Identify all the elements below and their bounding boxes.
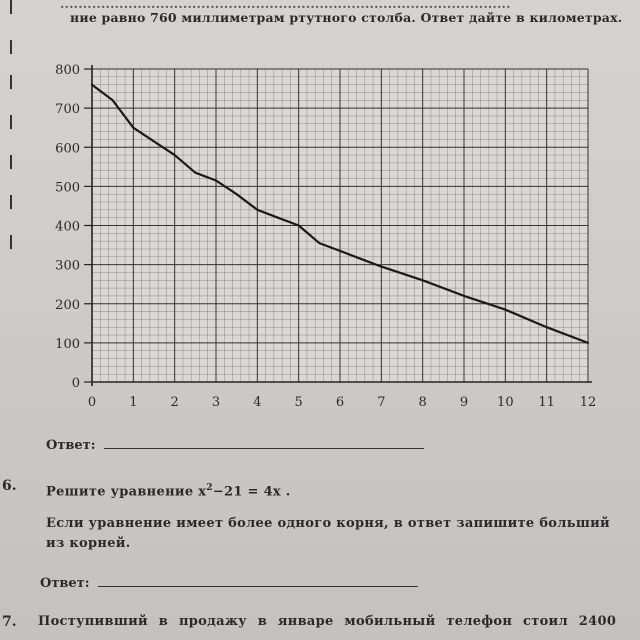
x-tick-label: 9 [459, 395, 469, 410]
answer-row-6 [40, 574, 418, 591]
x-tick-label: 12 [579, 395, 597, 410]
task-6-equation-rest: −21 = 4x . [212, 484, 291, 500]
task-6-prompt-text: Решите уравнение x [46, 484, 207, 500]
x-tick-label: 0 [87, 395, 97, 410]
x-tick-label: 6 [335, 395, 345, 410]
y-tick-label: 300 [55, 258, 80, 274]
y-tick-label: 700 [55, 102, 80, 118]
answer-field[interactable] [104, 436, 424, 449]
x-tick-label: 1 [129, 395, 138, 410]
answer-row-5 [46, 436, 424, 453]
y-tick-label: 600 [55, 141, 80, 157]
x-tick-label: 4 [253, 395, 262, 410]
intro-line-1: ................................................................................................... [60, 2, 511, 10]
exponent: 2 [206, 483, 213, 493]
answer-label: Ответ: [46, 438, 96, 453]
x-tick-label: 11 [538, 395, 555, 410]
y-tick-label: 200 [55, 297, 80, 313]
x-tick-label: 10 [497, 395, 514, 410]
y-tick-label: 0 [71, 376, 80, 391]
x-tick-label: 2 [170, 395, 179, 410]
x-tick-label: 3 [211, 395, 221, 410]
task-6-line-2: Если уравнение имеет более одного корня, в ответ запишите больший [46, 516, 611, 531]
y-tick-label: 800 [55, 63, 80, 78]
answer-field[interactable] [98, 574, 418, 587]
x-tick-label: 8 [418, 395, 427, 410]
task-6-prompt [46, 478, 291, 502]
task-6-line-3: из корней. [46, 536, 131, 551]
x-tick-label: 7 [377, 395, 386, 410]
task-7-text: Поступивший в продажу в январе мобильный телефон стоил 2400 [38, 614, 617, 629]
y-tick-label: 400 [55, 219, 80, 235]
task-6-instructions [46, 514, 636, 554]
task-number: 6. [2, 478, 17, 494]
y-tick-label: 500 [55, 180, 80, 196]
intro-line-2: ние равно 760 миллиметрам ртутного столба. Ответ дайте в километрах. [70, 10, 623, 25]
task-number: 7. [2, 614, 17, 630]
answer-label: Ответ: [40, 576, 90, 591]
y-tick-label: 100 [55, 336, 80, 352]
x-tick-label: 5 [294, 395, 303, 410]
